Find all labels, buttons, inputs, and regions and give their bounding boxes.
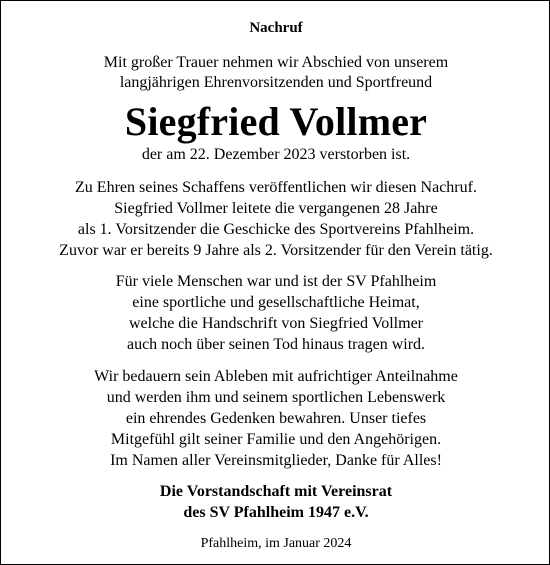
deceased-name: Siegfried Vollmer bbox=[124, 99, 428, 144]
intro-line-1: Mit großer Trauer nehmen wir Abschied von unserem bbox=[103, 54, 449, 71]
place-date: Pfahlheim, im Januar 2024 bbox=[200, 536, 352, 551]
signature-line-1: Die Vorstandschaft mit Vereinsrat bbox=[159, 483, 393, 500]
paragraph-3-line-5: Im Namen aller Vereinsmitglieder, Danke für Alles! bbox=[110, 452, 442, 469]
intro-line-2: langjährigen Ehrenvorsitzenden und Sportfreund bbox=[119, 74, 433, 91]
paragraph-3-line-4: Mitgefühl gilt seiner Familie und den Angehörigen. bbox=[110, 431, 442, 448]
paragraph-3-line-2: und werden ihm und seinem sportlichen Lebenswerk bbox=[106, 389, 446, 406]
paragraph-3-line-3: ein ehrendes Gedenken bewahren. Unser tiefes bbox=[125, 410, 427, 427]
paragraph-2-line-2: eine sportliche und gesellschaftliche Heimat, bbox=[132, 294, 420, 311]
paragraph-1-line-2: Siegfried Vollmer leitete die vergangenen 28 Jahre bbox=[114, 200, 438, 217]
paragraph-1-line-4: Zuvor war er bereits 9 Jahre als 2. Vorsitzender für den Verein tätig. bbox=[59, 242, 493, 259]
paragraph-3-line-1: Wir bedauern sein Ableben mit aufrichtiger Anteilnahme bbox=[94, 368, 458, 385]
paragraph-2-line-4: auch noch über seinen Tod hinaus tragen wird. bbox=[126, 336, 426, 353]
signature-line-2: des SV Pfahlheim 1947 e.V. bbox=[183, 504, 369, 521]
paragraph-2-line-3: welche die Handschrift von Siegfried Vollmer bbox=[129, 315, 423, 332]
death-date-line: der am 22. Dezember 2023 verstorben ist. bbox=[141, 146, 411, 163]
paragraph-1-line-1: Zu Ehren seines Schaffens veröffentlichen wir diesen Nachruf. bbox=[75, 179, 477, 196]
paragraph-2-line-1: Für viele Menschen war und ist der SV Pfahlheim bbox=[115, 273, 437, 290]
notice-heading: Nachruf bbox=[249, 20, 303, 36]
paragraph-1-line-3: als 1. Vorsitzender die Geschicke des Sportvereins Pfahlheim. bbox=[77, 221, 475, 238]
